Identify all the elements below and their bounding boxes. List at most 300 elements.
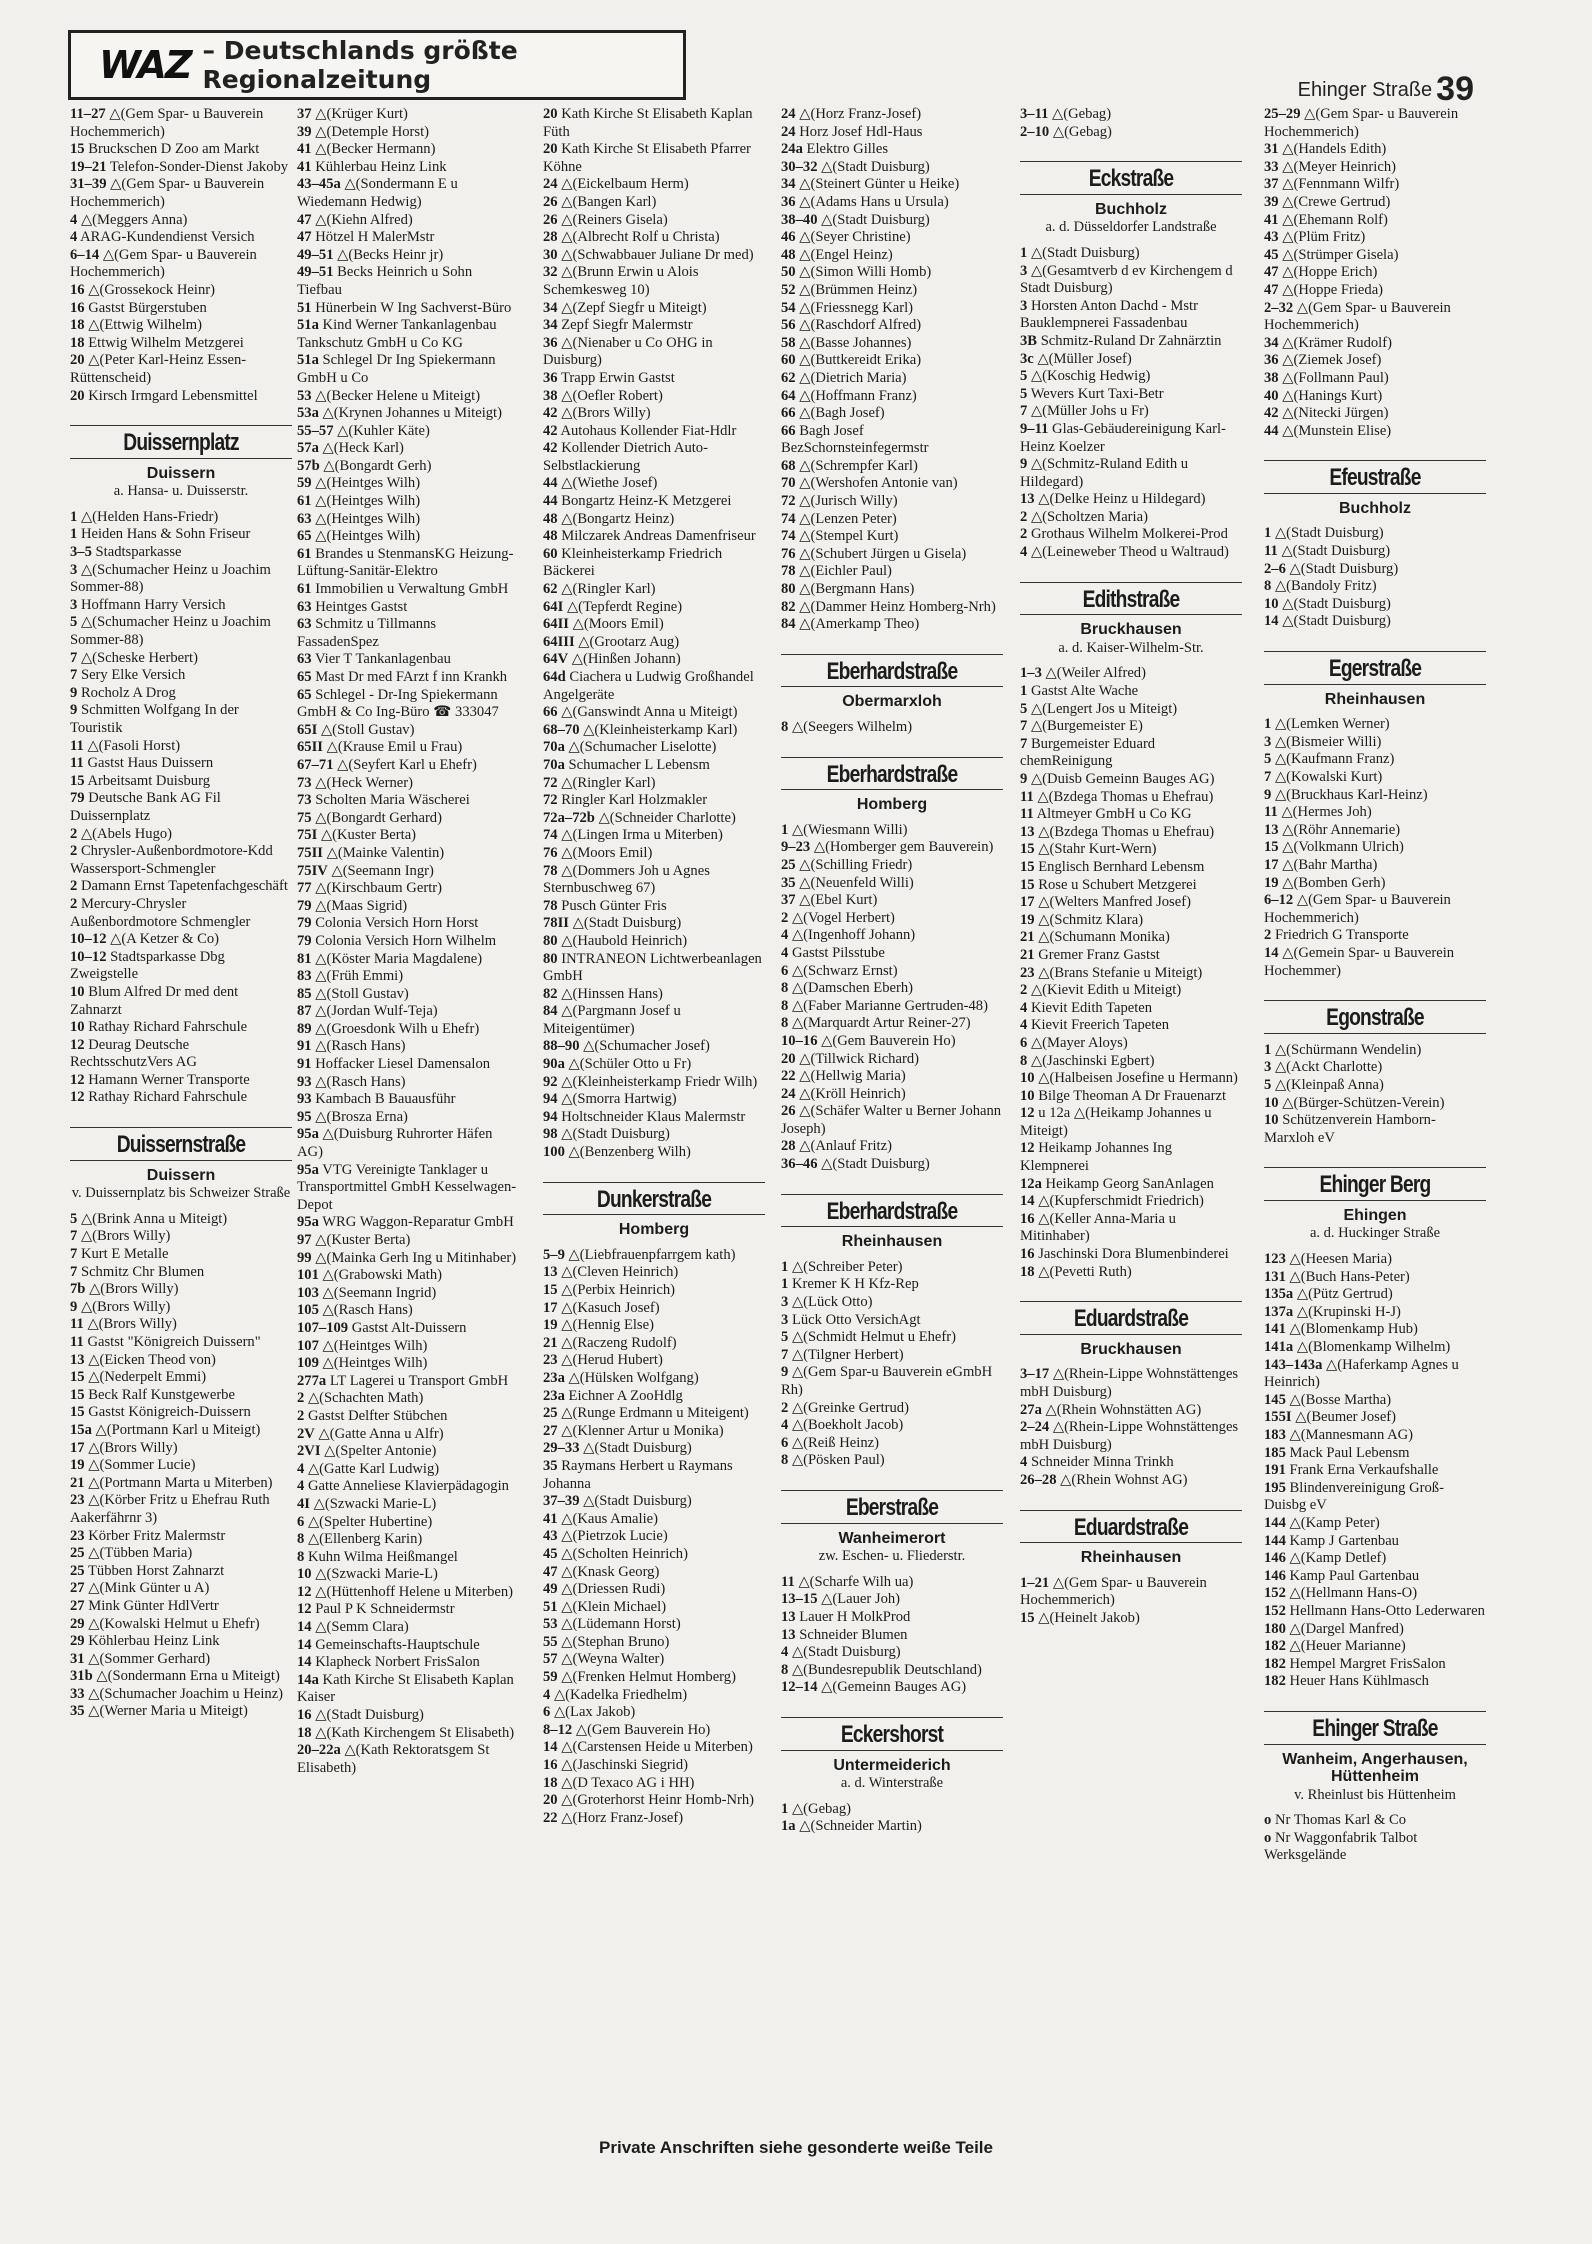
house-number: 21: [1020, 946, 1035, 963]
entry-text: △(Bandoly Fritz): [1274, 578, 1377, 595]
house-number: 34: [543, 299, 558, 316]
entry-text: △(Stadt Duisburg): [1289, 560, 1399, 577]
house-number: 8: [297, 1531, 305, 1548]
directory-entry: [543, 1581, 765, 1599]
directory-entry: [1264, 229, 1486, 247]
entry-text: △(Ebel Kurt): [799, 892, 878, 909]
entry-text: △(Grabowski Math): [322, 1267, 442, 1284]
entry-text: △(Schumacher Heinz u Joachim Sommer-88): [70, 614, 271, 649]
directory-entry: [781, 1627, 1003, 1645]
directory-entry: [1264, 613, 1486, 631]
entry-text: Kremer K H Kfz-Rep: [791, 1276, 919, 1293]
directory-entry: [297, 1742, 519, 1777]
directory-entry: [543, 810, 765, 828]
directory-entry: [1264, 1568, 1486, 1586]
house-number: 17: [1020, 894, 1035, 911]
directory-entry: [1020, 982, 1242, 1000]
directory-entry: [297, 1214, 519, 1232]
entry-text: △(Lauer Joh): [821, 1591, 901, 1608]
directory-column-2: [297, 106, 519, 1777]
entry-text: Burgemeister Eduard chemReinigung: [1020, 735, 1156, 770]
entry-text: △(Bergmann Hans): [799, 581, 915, 598]
entry-text: △(Szwacki Marie-L): [315, 1566, 438, 1583]
entry-text: △(Stadt Duisburg): [583, 1440, 692, 1457]
directory-entry: [297, 440, 519, 458]
entry-text: Scholten Maria Wäscherei: [315, 792, 470, 809]
house-number: 43: [1264, 229, 1279, 246]
directory-entry: [543, 1616, 765, 1634]
entry-text: △(Pösken Paul): [791, 1452, 885, 1469]
directory-entry: [781, 563, 1003, 581]
entry-text: △(Heintges Wilh): [322, 1337, 428, 1354]
directory-entry: [70, 388, 292, 406]
entry-text: Kirsch Irmgard Lebensmittel: [88, 387, 258, 404]
house-number: 3: [70, 596, 78, 613]
house-number: 9: [1020, 771, 1028, 787]
house-number: 11: [70, 1316, 84, 1333]
house-number: 41: [297, 141, 312, 158]
directory-entry: [543, 247, 765, 265]
entry-text: △(Brosza Erna): [315, 1108, 408, 1125]
directory-entry: [1264, 1059, 1486, 1077]
directory-entry: [297, 229, 519, 247]
directory-entry: [781, 405, 1003, 423]
directory-entry: [781, 124, 1003, 142]
directory-entry: [1264, 1673, 1486, 1691]
directory-entry: [1264, 282, 1486, 300]
directory-entry: [1020, 859, 1242, 877]
house-number: 19: [1020, 911, 1035, 928]
entry-text: Immobilien u Verwaltung GmbH: [315, 581, 509, 598]
directory-entry: [781, 1259, 1003, 1277]
section-rule: [70, 458, 292, 459]
house-number: 44: [543, 475, 558, 492]
house-number: 4: [70, 229, 78, 246]
entry-text: Kievit Edith Tapeten: [1030, 999, 1153, 1016]
directory-entry: [70, 352, 292, 387]
house-number: 8: [1264, 578, 1272, 595]
entry-text: △(Leineweber Theod u Waltraud): [1030, 544, 1229, 561]
entry-text: △(Peter Karl-Heinz Essen-Rüttenscheid): [70, 352, 247, 386]
directory-entry: [70, 1633, 292, 1651]
directory-entry: [70, 1369, 292, 1387]
entry-text: △(Simon Willi Homb): [799, 264, 932, 281]
entry-text: △(Bagh Josef): [799, 405, 885, 422]
directory-entry: [1264, 194, 1486, 212]
house-number: 145: [1264, 1391, 1286, 1408]
entry-text: △(Rhein Wohnst AG): [1060, 1471, 1188, 1488]
directory-entry: [1020, 368, 1242, 386]
directory-entry: [297, 986, 519, 1004]
house-number: 36: [543, 334, 558, 351]
house-number: 87: [297, 1003, 312, 1020]
directory-entry: [781, 1086, 1003, 1104]
entry-text: Beck Ralf Kunstgewerbe: [88, 1386, 235, 1403]
directory-entry: [1264, 1462, 1486, 1480]
directory-entry: [781, 1329, 1003, 1347]
directory-entry: [781, 1435, 1003, 1453]
house-number: 8: [297, 1548, 305, 1565]
entry-text: Kühlerbau Heinz Link: [315, 158, 447, 175]
page-number: 39: [1436, 70, 1474, 108]
house-number: 38–40: [781, 211, 818, 228]
entry-text: △(Crewe Gertrud): [1282, 193, 1391, 210]
directory-entry: [1020, 124, 1242, 142]
entry-text: △(Bongardt Gerhard): [315, 809, 442, 826]
house-number: 9–23: [781, 839, 811, 856]
house-number: 103: [297, 1284, 319, 1301]
entry-text: △(Grossekock Heinr): [88, 281, 215, 298]
house-number: 31b: [70, 1668, 93, 1685]
house-number: 1: [1264, 1041, 1272, 1058]
entry-text: Colonia Versich Horn Horst: [315, 915, 479, 932]
house-number: 1: [1020, 683, 1028, 700]
house-number: 61: [297, 493, 312, 510]
entry-text: △(Handels Edith): [1282, 141, 1387, 158]
directory-entry: [1264, 578, 1486, 596]
entry-text: △(Wiesmann Willi): [791, 821, 908, 838]
directory-entry: [1264, 1357, 1486, 1392]
house-number: 93: [297, 1073, 312, 1090]
directory-entry: [70, 1422, 292, 1440]
house-number: 41: [543, 1510, 558, 1527]
house-number: 12: [297, 1583, 312, 1600]
directory-entry: [543, 1282, 765, 1300]
house-number: 20: [70, 352, 85, 369]
directory-entry: [1264, 1533, 1486, 1551]
house-number: 73: [297, 774, 312, 791]
directory-entry: [543, 405, 765, 423]
entry-text: △(Gem Spar- u Bauverein Hochemmerich): [70, 246, 257, 281]
directory-entry: [70, 544, 292, 562]
house-number: 19: [70, 1457, 85, 1474]
directory-entry: [1020, 403, 1242, 421]
entry-text: △(Kleinheisterkamp Karl): [583, 721, 738, 738]
entry-text: △(Seyer Christine): [799, 229, 911, 246]
entry-text: △(Basse Johannes): [799, 334, 912, 351]
house-number: 92: [543, 1073, 558, 1090]
directory-entry: [781, 1644, 1003, 1662]
directory-entry: [70, 702, 292, 737]
entry-text: △(Kamp Detlef): [1289, 1550, 1387, 1567]
directory-entry: [1264, 1830, 1486, 1865]
house-number: 10: [1264, 595, 1279, 612]
house-number: 2–24: [1020, 1419, 1050, 1436]
entry-text: △(Herud Hubert): [561, 1352, 663, 1369]
house-number: 1: [781, 821, 789, 838]
entry-text: △(Schwarz Ernst): [791, 962, 898, 979]
house-number: 7: [70, 667, 78, 684]
entry-text: △(Marquardt Artur Reiner-27): [791, 1015, 971, 1032]
directory-entry: [70, 1703, 292, 1721]
entry-text: △(Ellenberg Karin): [307, 1531, 423, 1548]
directory-entry: [70, 1037, 292, 1072]
directory-entry: [781, 857, 1003, 875]
house-number: 180: [1264, 1620, 1286, 1637]
entry-text: Hünerbein W Ing Sachverst-Büro: [315, 299, 512, 316]
directory-entry: [543, 898, 765, 916]
directory-entry: [781, 998, 1003, 1016]
directory-entry: [781, 458, 1003, 476]
directory-entry: [1264, 388, 1486, 406]
entry-text: △(Kiehn Alfred): [315, 211, 413, 228]
house-number: 72: [543, 774, 558, 791]
entry-text: △(Kupferschmidt Friedrich): [1038, 1193, 1204, 1210]
directory-entry: [297, 1496, 519, 1514]
entry-text: △(Eicken Theod von): [88, 1351, 216, 1368]
house-number: 64d: [543, 669, 566, 685]
entry-text: △(Blomenkamp Hub): [1289, 1321, 1418, 1338]
entry-text: Heintges Gastst: [315, 598, 408, 615]
house-number: 91: [297, 1038, 312, 1055]
house-number: 5–9: [543, 1246, 565, 1263]
directory-entry: [1264, 1339, 1486, 1357]
directory-entry: [1264, 405, 1486, 423]
directory-entry: [781, 910, 1003, 928]
entry-text: Gatte Anneliese Klavierpädagogin: [307, 1478, 509, 1495]
directory-entry: [781, 599, 1003, 617]
house-number: 183: [1264, 1427, 1286, 1443]
directory-entry: [297, 1003, 519, 1021]
entry-text: △(Mainka Gerh Ing u Mitinhaber): [315, 1249, 517, 1266]
location-note: a. d. Huckinger Straße: [1309, 1225, 1441, 1242]
house-number: 33: [70, 1685, 85, 1702]
directory-entry: [297, 1566, 519, 1584]
house-number: 4: [1020, 1017, 1028, 1034]
entry-text: Lauer H MolkProd: [799, 1608, 911, 1625]
directory-entry: [543, 1264, 765, 1282]
entry-text: △(Gebag): [1052, 106, 1112, 122]
entry-text: △(Müller Josef): [1037, 350, 1132, 367]
directory-entry: [297, 1126, 519, 1161]
entry-text: Mercury-Chrysler Außenbordmotore Schmengler: [70, 895, 251, 930]
entry-text: Ettwig Wilhelm Metzgerei: [88, 334, 244, 351]
entry-text: Bilge Theoman A Dr Frauenarzt: [1038, 1087, 1227, 1104]
directory-entry: [297, 1091, 519, 1109]
house-number: 46: [781, 229, 796, 246]
directory-entry: [781, 1574, 1003, 1592]
district-name: Homberg: [618, 1221, 690, 1239]
entry-text: △(Scheske Herbert): [80, 649, 198, 666]
directory-entry: [543, 317, 765, 335]
entry-text: △(Eichler Paul): [799, 563, 892, 580]
directory-entry: [70, 282, 292, 300]
directory-entry: [297, 968, 519, 986]
directory-entry: [781, 1400, 1003, 1418]
district-name: Buchholz: [1339, 499, 1411, 517]
district-name: Wanheim, Angerhausen, Hüttenheim: [1282, 1750, 1468, 1786]
entry-text: △(Abels Hugo): [80, 825, 173, 842]
section-rule: [543, 1182, 765, 1183]
entry-text: △(Schreiber Peter): [791, 1258, 903, 1275]
directory-entry: [297, 722, 519, 740]
entry-text: △(Stahr Kurt-Wern): [1038, 841, 1157, 858]
entry-text: △(Greinke Gertrud): [791, 1399, 909, 1416]
house-number: 107–109: [297, 1319, 349, 1336]
directory-entry: [1020, 736, 1242, 771]
section-rule: [70, 1160, 292, 1161]
directory-entry: [543, 475, 765, 493]
street-section-header: [781, 1490, 1003, 1566]
entry-text: △(Stadt Duisburg): [583, 1493, 692, 1510]
directory-entry: [297, 159, 519, 177]
house-number: 4: [1020, 1454, 1028, 1471]
house-number: 74: [781, 510, 796, 527]
entry-text: △(Schäfer Walter u Berner Johann Joseph): [781, 1103, 1002, 1137]
directory-entry: [1020, 1246, 1242, 1264]
house-number: 20: [543, 141, 558, 158]
entry-text: △(Becker Helene u Miteigt): [315, 387, 481, 404]
entry-text: △(Frenken Helmut Homberg): [561, 1669, 736, 1686]
entry-text: △(Rasch Hans): [322, 1302, 413, 1319]
house-number: 57a: [297, 440, 319, 457]
directory-entry: [297, 1038, 519, 1056]
directory-entry: [297, 247, 519, 265]
entry-text: △(Raczeng Rudolf): [561, 1334, 677, 1351]
house-number: 12: [297, 1601, 312, 1618]
house-number: 42: [1264, 405, 1279, 422]
directory-entry: [1020, 1070, 1242, 1088]
directory-entry: [543, 176, 765, 194]
directory-entry: [781, 1015, 1003, 1033]
section-rule: [1020, 1301, 1242, 1302]
directory-entry: [543, 1388, 765, 1406]
house-number: 135a: [1264, 1286, 1294, 1303]
entry-text: △(Neuenfeld Willi): [799, 874, 914, 891]
house-number: 4: [781, 927, 789, 944]
directory-entry: [543, 370, 765, 388]
entry-text: △(Groterhorst Heinr Homb-Nrh): [561, 1792, 755, 1809]
entry-text: △(Liebfrauenpfarrgem kath): [568, 1246, 736, 1263]
directory-entry: [297, 863, 519, 881]
house-number: 58: [781, 334, 796, 351]
house-number: 1–21: [1020, 1574, 1050, 1591]
directory-entry: [70, 1299, 292, 1317]
directory-entry: [1264, 264, 1486, 282]
entry-text: △(Schneider Martin): [799, 1818, 922, 1835]
house-number: 9: [781, 1364, 789, 1381]
directory-entry: [543, 1335, 765, 1353]
directory-entry: [70, 509, 292, 527]
directory-entry: [543, 1634, 765, 1652]
entry-text: △(Lengert Jos u Miteigt): [1030, 700, 1178, 717]
entry-text: △(Knask Georg): [561, 1563, 660, 1580]
directory-entry: [1020, 1419, 1242, 1454]
house-number: 9: [1020, 456, 1028, 473]
directory-entry: [543, 1669, 765, 1687]
house-number: 79: [297, 932, 312, 949]
directory-entry: [781, 1138, 1003, 1156]
entry-text: △(Dammer Heinz Homberg-Nrh): [799, 598, 996, 615]
directory-entry: [543, 616, 765, 634]
directory-entry: [1264, 1427, 1486, 1445]
directory-entry: [781, 1294, 1003, 1312]
directory-entry: [781, 1156, 1003, 1174]
house-number: 9: [70, 702, 78, 719]
entry-text: △(Mainke Valentin): [326, 844, 445, 861]
entry-text: △(Bismeier Willi): [1274, 733, 1382, 750]
entry-text: △(Boekholt Jacob): [791, 1417, 904, 1434]
house-number: 49–51: [297, 246, 334, 263]
directory-entry: [543, 1091, 765, 1109]
directory-entry: [1020, 877, 1242, 895]
entry-text: △(Perbix Heinrich): [561, 1282, 676, 1298]
directory-entry: [297, 1461, 519, 1479]
house-number: 6: [1020, 1034, 1028, 1051]
entry-text: △(Lück Otto): [791, 1294, 873, 1311]
entry-text: △(Becks Heinr jr): [337, 246, 444, 263]
house-number: 6: [781, 1434, 789, 1451]
entry-text: △(Maas Sigrid): [315, 897, 408, 914]
directory-entry: [543, 775, 765, 793]
house-number: 14: [1020, 1193, 1035, 1210]
directory-entry: [543, 141, 765, 176]
directory-entry: [543, 1687, 765, 1705]
entry-text: Ciachera u Ludwig Großhandel Angelgeräte: [543, 669, 754, 703]
directory-entry: [543, 651, 765, 669]
directory-entry: [543, 1546, 765, 1564]
entry-text: △(Plüm Fritz): [1282, 229, 1366, 246]
house-number: 4I: [297, 1495, 310, 1512]
house-number: 15: [1020, 858, 1035, 875]
house-number: 14: [297, 1636, 312, 1653]
entry-text: △(Damschen Eberh): [791, 980, 913, 997]
entry-text: △(Brors Willy): [80, 1298, 171, 1315]
directory-entry: [70, 1316, 292, 1334]
directory-entry: [70, 1580, 292, 1598]
house-number: 75I: [297, 827, 318, 844]
directory-entry: [1264, 1112, 1486, 1147]
directory-entry: [1020, 665, 1242, 683]
house-number: 3: [781, 1294, 789, 1311]
house-number: 76: [781, 545, 796, 562]
entry-text: △(Steinert Günter u Heike): [799, 176, 960, 193]
directory-entry: [1264, 370, 1486, 388]
entry-text: △(Gesamtverb d ev Kirchengem d Stadt Duisburg): [1020, 262, 1233, 297]
directory-entry: [543, 863, 765, 898]
house-number: 48: [781, 246, 796, 263]
directory-entry: [297, 141, 519, 159]
house-number: 1a: [781, 1818, 796, 1835]
house-number: 50: [781, 264, 796, 281]
house-number: 2: [781, 909, 789, 926]
entry-text: △(Stadt Duisburg): [791, 1644, 901, 1661]
entry-text: △(Dommers Joh u Agnes Sternbuschweg 67): [543, 862, 710, 897]
house-number: 38: [1264, 369, 1279, 386]
directory-entry: [1020, 1088, 1242, 1106]
entry-text: △(Oefler Robert): [561, 387, 663, 404]
entry-text: Horz Josef Hdl-Haus: [799, 123, 923, 140]
entry-text: △(Beumer Josef): [1295, 1409, 1397, 1426]
entry-text: △(Kröll Heinrich): [799, 1085, 906, 1102]
directory-entry: [297, 1302, 519, 1320]
house-number: o: [1264, 1829, 1272, 1846]
directory-entry: [1020, 701, 1242, 719]
house-number: 47: [297, 229, 312, 246]
directory-entry: [1264, 1585, 1486, 1603]
house-number: 78II: [543, 915, 569, 932]
directory-entry: [1264, 892, 1486, 927]
house-number: 34: [1264, 334, 1279, 351]
directory-entry: [70, 896, 292, 931]
house-number: 18: [1020, 1263, 1035, 1280]
house-number: 42: [543, 440, 558, 457]
house-number: 2: [1020, 526, 1028, 543]
entry-text: △(Eickelbaum Herm): [561, 176, 689, 193]
entry-text: Kath Kirche St Elisabeth Kaplan Füth: [543, 106, 753, 140]
house-number: 72a–72b: [543, 809, 595, 826]
house-number: 22: [781, 1068, 796, 1085]
